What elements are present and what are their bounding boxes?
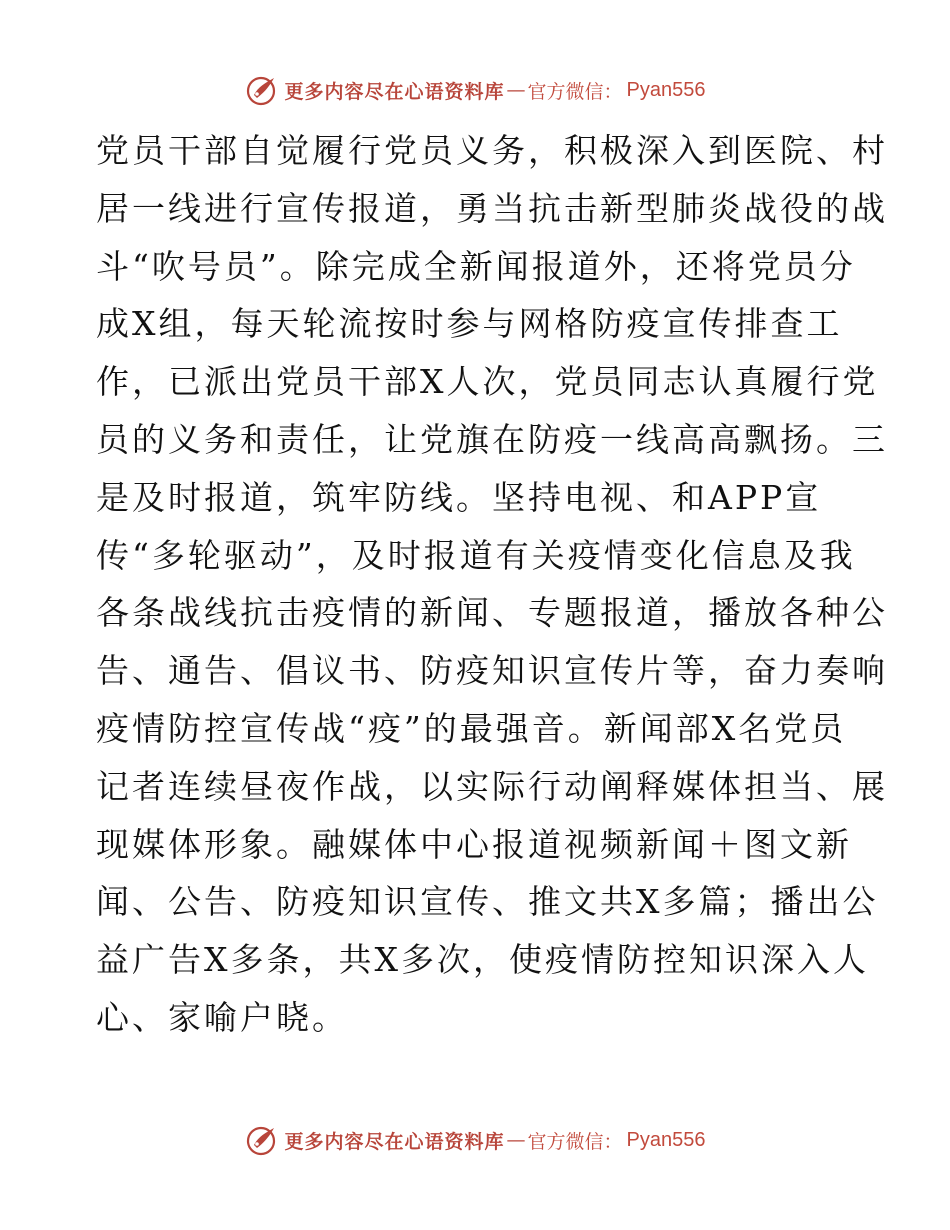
pen-nib-logo-icon: [245, 73, 279, 107]
text-line: 斗“吹号员”。除完成全新闻报道外，还将党员分: [96, 246, 856, 286]
footer-brand-text: 更多内容尽在心语资料库: [284, 1130, 505, 1153]
text-line: 闻、公告、防疫知识宣传、推文共X多篇；播出公: [96, 882, 879, 922]
text-line: 心、家喻户晓。: [96, 997, 348, 1037]
text-line: 各条战线抗击疫情的新闻、专题报道，播放各种公: [96, 593, 888, 633]
header-wechat-label: 官方微信：: [527, 80, 623, 103]
text-line: 居一线进行宣传报道，勇当抗击新型肺炎战役的战: [96, 188, 888, 228]
text-line: 告、通告、倡议书、防疫知识宣传片等，奋力奏响: [96, 651, 888, 691]
header-wechat-id: Pyan556: [626, 78, 706, 101]
text-line: 记者连续昼夜作战，以实际行动阐释媒体担当、展: [96, 766, 888, 806]
text-line: 现媒体形象。融媒体中心报道视频新闻＋图文新: [96, 824, 852, 864]
text-line: 传“多轮驱动”，及时报道有关疫情变化信息及我: [96, 535, 856, 575]
text-line: 员的义务和责任，让党旗在防疫一线高高飘扬。三: [96, 419, 888, 459]
text-line: 作，已派出党员干部X人次，党员同志认真履行党: [96, 362, 879, 402]
text-line: 是及时报道，筑牢防线。坚持电视、和APP宣: [96, 477, 822, 517]
pen-nib-logo-icon: [245, 1123, 279, 1157]
text-line: 益广告X多条，共X多次，使疫情防控知识深入人: [96, 940, 869, 980]
header-brand-text: 更多内容尽在心语资料库: [284, 80, 505, 103]
text-line: 成X组，每天轮流按时参与网格防疫宣传排查工: [96, 304, 843, 344]
footer-wechat-label: 官方微信：: [527, 1130, 623, 1153]
text-line: 党员干部自觉履行党员义务，积极深入到医院、村: [96, 131, 888, 170]
header-banner: [0, 70, 950, 110]
body-paragraph: [96, 122, 888, 1047]
footer-wechat-id: Pyan556: [626, 1128, 706, 1151]
header-separator: —: [506, 79, 526, 101]
text-line: 疫情防控宣传战“疫”的最强音。新闻部X名党员: [96, 708, 847, 748]
footer-banner: [0, 1120, 950, 1160]
footer-separator: —: [506, 1129, 526, 1151]
